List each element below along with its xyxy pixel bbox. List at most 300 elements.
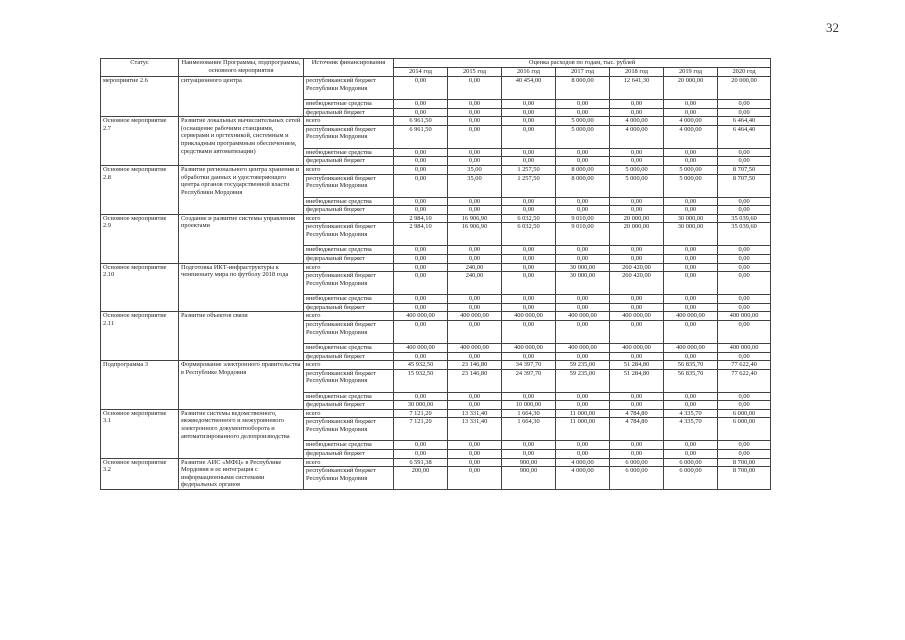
value-cell: 15 932,50	[394, 369, 448, 392]
name-cell: ситуационного центра	[179, 77, 304, 117]
value-cell: 400 000,00	[556, 343, 610, 352]
table-row	[101, 77, 771, 100]
source-cell: всего	[304, 312, 394, 321]
budget-table	[100, 58, 771, 490]
value-cell: 400 000,00	[394, 312, 448, 321]
value-cell: 0,00	[718, 450, 771, 459]
value-cell: 0,00	[610, 320, 664, 343]
value-cell: 34 397,70	[502, 361, 556, 370]
source-cell: республиканский бюджет Республики Мордовия	[304, 320, 394, 343]
value-cell: 35,00	[448, 165, 502, 174]
value-cell: 0,00	[502, 295, 556, 304]
value-cell: 4 784,80	[610, 409, 664, 418]
value-cell: 6 591,38	[394, 458, 448, 467]
value-cell: 0,00	[448, 246, 502, 255]
value-cell: 0,00	[664, 197, 718, 206]
value-cell: 900,00	[502, 467, 556, 490]
value-cell: 0,00	[502, 263, 556, 272]
value-cell: 0,00	[448, 108, 502, 117]
value-cell: 20 000,00	[718, 77, 771, 100]
value-cell: 0,00	[718, 108, 771, 117]
value-cell: 6 464,40	[718, 125, 771, 148]
value-cell: 0,00	[394, 77, 448, 100]
value-cell: 0,00	[664, 441, 718, 450]
value-cell: 2 984,10	[394, 223, 448, 246]
value-cell: 0,00	[610, 148, 664, 157]
header-year: 2017 год	[556, 68, 610, 77]
value-cell: 0,00	[718, 303, 771, 312]
value-cell: 5 000,00	[664, 174, 718, 197]
table-row	[101, 312, 771, 321]
value-cell: 0,00	[664, 303, 718, 312]
value-cell: 4 000,00	[610, 125, 664, 148]
value-cell: 0,00	[718, 246, 771, 255]
value-cell: 0,00	[502, 272, 556, 295]
value-cell: 5 000,00	[610, 174, 664, 197]
value-cell: 240,00	[448, 272, 502, 295]
source-cell: федеральный бюджет	[304, 450, 394, 459]
source-cell: внебюджетные средства	[304, 148, 394, 157]
value-cell: 0,00	[556, 197, 610, 206]
value-cell: 0,00	[502, 125, 556, 148]
source-cell: федеральный бюджет	[304, 108, 394, 117]
value-cell: 400 000,00	[664, 343, 718, 352]
source-cell: республиканский бюджет Республики Мордовия	[304, 272, 394, 295]
value-cell: 900,00	[502, 458, 556, 467]
value-cell: 0,00	[610, 254, 664, 263]
value-cell: 0,00	[448, 100, 502, 109]
value-cell: 0,00	[610, 100, 664, 109]
value-cell: 30 000,00	[556, 263, 610, 272]
value-cell: 0,00	[394, 157, 448, 166]
value-cell: 0,00	[448, 295, 502, 304]
value-cell: 0,00	[394, 100, 448, 109]
header-status: Статус	[101, 59, 179, 77]
header-name: Наименование Программы, подпрограммы, основного мероприятия	[179, 59, 304, 77]
value-cell: 0,00	[718, 197, 771, 206]
value-cell: 0,00	[556, 246, 610, 255]
value-cell: 0,00	[502, 108, 556, 117]
source-cell: внебюджетные средства	[304, 392, 394, 401]
value-cell: 8 000,00	[556, 77, 610, 100]
value-cell: 0,00	[502, 157, 556, 166]
value-cell: 0,00	[502, 100, 556, 109]
value-cell: 16 906,90	[448, 214, 502, 223]
source-cell: всего	[304, 263, 394, 272]
value-cell: 0,00	[664, 295, 718, 304]
value-cell: 6 000,00	[718, 409, 771, 418]
value-cell: 0,00	[448, 401, 502, 410]
value-cell: 0,00	[610, 303, 664, 312]
value-cell: 6 961,50	[394, 117, 448, 126]
value-cell: 0,00	[718, 441, 771, 450]
value-cell: 0,00	[448, 467, 502, 490]
value-cell: 0,00	[664, 108, 718, 117]
value-cell: 0,00	[394, 108, 448, 117]
value-cell: 6 032,50	[502, 223, 556, 246]
value-cell: 0,00	[664, 272, 718, 295]
header-year: 2016 год	[502, 68, 556, 77]
value-cell: 12 641,30	[610, 77, 664, 100]
source-cell: всего	[304, 361, 394, 370]
value-cell: 400 000,00	[502, 343, 556, 352]
value-cell: 0,00	[718, 401, 771, 410]
value-cell: 0,00	[556, 254, 610, 263]
value-cell: 0,00	[448, 77, 502, 100]
value-cell: 0,00	[556, 352, 610, 361]
value-cell: 77 622,40	[718, 369, 771, 392]
value-cell: 0,00	[718, 100, 771, 109]
value-cell: 11 000,00	[556, 409, 610, 418]
name-cell: Развитие системы ведомственного, межведомственного и межуровневого электронного документооборота и автоматизированного делопроизводства	[179, 409, 304, 458]
value-cell: 9 010,00	[556, 223, 610, 246]
value-cell: 0,00	[664, 148, 718, 157]
value-cell: 0,00	[610, 246, 664, 255]
value-cell: 0,00	[664, 263, 718, 272]
source-cell: федеральный бюджет	[304, 352, 394, 361]
source-cell: внебюджетные средства	[304, 246, 394, 255]
source-cell: внебюджетные средства	[304, 343, 394, 352]
value-cell: 5 000,00	[664, 165, 718, 174]
value-cell: 0,00	[394, 295, 448, 304]
value-cell: 30 000,00	[664, 223, 718, 246]
value-cell: 0,00	[502, 450, 556, 459]
value-cell: 0,00	[448, 197, 502, 206]
value-cell: 0,00	[448, 441, 502, 450]
value-cell: 400 000,00	[718, 312, 771, 321]
value-cell: 56 835,70	[664, 369, 718, 392]
status-cell: Основное мероприятие 3.2	[101, 458, 179, 490]
value-cell: 5 000,00	[610, 165, 664, 174]
value-cell: 24 397,70	[502, 369, 556, 392]
source-cell: внебюджетные средства	[304, 295, 394, 304]
value-cell: 7 121,20	[394, 409, 448, 418]
value-cell: 0,00	[502, 352, 556, 361]
value-cell: 0,00	[556, 401, 610, 410]
value-cell: 51 284,80	[610, 361, 664, 370]
value-cell: 400 000,00	[610, 312, 664, 321]
source-cell: республиканский бюджет Республики Мордовия	[304, 77, 394, 100]
value-cell: 4 000,00	[556, 467, 610, 490]
value-cell: 0,00	[448, 320, 502, 343]
source-cell: республиканский бюджет Республики Мордовия	[304, 174, 394, 197]
value-cell: 0,00	[718, 157, 771, 166]
value-cell: 0,00	[664, 401, 718, 410]
value-cell: 8 707,50	[718, 165, 771, 174]
value-cell: 35 039,60	[718, 223, 771, 246]
value-cell: 0,00	[448, 254, 502, 263]
value-cell: 0,00	[718, 206, 771, 215]
value-cell: 6 000,00	[610, 458, 664, 467]
header-year: 2015 год	[448, 68, 502, 77]
value-cell: 400 000,00	[448, 343, 502, 352]
value-cell: 0,00	[448, 303, 502, 312]
value-cell: 4 000,00	[556, 458, 610, 467]
status-cell: мероприятие 2.6	[101, 77, 179, 117]
value-cell: 240,00	[448, 263, 502, 272]
value-cell: 0,00	[502, 254, 556, 263]
value-cell: 0,00	[502, 320, 556, 343]
value-cell: 1 664,30	[502, 418, 556, 441]
value-cell: 8 707,50	[718, 174, 771, 197]
source-cell: республиканский бюджет Республики Мордовия	[304, 223, 394, 246]
value-cell: 5 000,00	[556, 125, 610, 148]
value-cell: 0,00	[556, 450, 610, 459]
value-cell: 0,00	[448, 392, 502, 401]
header-year: 2019 год	[664, 68, 718, 77]
value-cell: 59 235,00	[556, 369, 610, 392]
value-cell: 0,00	[448, 450, 502, 459]
value-cell: 6 000,00	[718, 418, 771, 441]
value-cell: 0,00	[394, 320, 448, 343]
value-cell: 40 454,00	[502, 77, 556, 100]
table-row	[101, 458, 771, 467]
source-cell: федеральный бюджет	[304, 303, 394, 312]
name-cell: Развитие регионального центра хранения и обработки данных и удостоверяющего центра органов государственной власти Республики Мордовия	[179, 165, 304, 214]
value-cell: 8 000,00	[556, 165, 610, 174]
value-cell: 0,00	[394, 450, 448, 459]
value-cell: 13 331,40	[448, 418, 502, 441]
value-cell: 0,00	[502, 148, 556, 157]
name-cell: Развитие локальных вычислительных сетей (оснащение рабочими станциями, серверами и оргтехникой, системным и прикладным программным обеспечением, средствами автоматизации)	[179, 117, 304, 166]
value-cell: 400 000,00	[448, 312, 502, 321]
name-cell: Развитие объектов связи	[179, 312, 304, 361]
value-cell: 0,00	[664, 254, 718, 263]
value-cell: 10 000,00	[502, 401, 556, 410]
value-cell: 0,00	[610, 450, 664, 459]
value-cell: 0,00	[556, 303, 610, 312]
value-cell: 20 000,00	[664, 77, 718, 100]
value-cell: 0,00	[394, 272, 448, 295]
status-cell: Основное мероприятие 2.9	[101, 214, 179, 263]
value-cell: 0,00	[610, 295, 664, 304]
table-row	[101, 214, 771, 223]
source-cell: всего	[304, 214, 394, 223]
value-cell: 0,00	[394, 246, 448, 255]
value-cell: 0,00	[610, 401, 664, 410]
value-cell: 0,00	[610, 441, 664, 450]
value-cell: 0,00	[718, 254, 771, 263]
value-cell: 0,00	[448, 148, 502, 157]
value-cell: 7 121,20	[394, 418, 448, 441]
value-cell: 8 700,00	[718, 467, 771, 490]
name-cell: Создание и развитие системы управления проектами	[179, 214, 304, 263]
value-cell: 6 032,50	[502, 214, 556, 223]
value-cell: 0,00	[394, 165, 448, 174]
value-cell: 0,00	[556, 441, 610, 450]
status-cell: Основное мероприятие 2.7	[101, 117, 179, 166]
header-year: 2018 год	[610, 68, 664, 77]
value-cell: 0,00	[448, 125, 502, 148]
value-cell: 400 000,00	[610, 343, 664, 352]
value-cell: 0,00	[502, 117, 556, 126]
value-cell: 0,00	[448, 352, 502, 361]
value-cell: 0,00	[610, 197, 664, 206]
value-cell: 0,00	[502, 392, 556, 401]
value-cell: 20 000,00	[610, 223, 664, 246]
value-cell: 6 464,40	[718, 117, 771, 126]
value-cell: 0,00	[448, 458, 502, 467]
value-cell: 260 420,00	[610, 272, 664, 295]
value-cell: 0,00	[610, 352, 664, 361]
name-cell: Развитие АИС «МФЦ» в Республике Мордовия и ее интеграция с информационными системами федеральных органов	[179, 458, 304, 490]
source-cell: внебюджетные средства	[304, 100, 394, 109]
header-sources: Источник финансирования	[304, 59, 394, 77]
value-cell: 0,00	[556, 100, 610, 109]
value-cell: 0,00	[610, 206, 664, 215]
value-cell: 8 000,00	[556, 174, 610, 197]
source-cell: федеральный бюджет	[304, 254, 394, 263]
value-cell: 0,00	[502, 206, 556, 215]
value-cell: 0,00	[556, 295, 610, 304]
value-cell: 0,00	[556, 148, 610, 157]
value-cell: 59 235,00	[556, 361, 610, 370]
value-cell: 1 257,50	[502, 174, 556, 197]
value-cell: 56 835,70	[664, 361, 718, 370]
value-cell: 0,00	[718, 272, 771, 295]
value-cell: 0,00	[718, 352, 771, 361]
value-cell: 0,00	[556, 206, 610, 215]
source-cell: внебюджетные средства	[304, 441, 394, 450]
value-cell: 30 000,00	[664, 214, 718, 223]
status-cell: Основное мероприятие 2.8	[101, 165, 179, 214]
value-cell: 20 000,00	[610, 214, 664, 223]
value-cell: 400 000,00	[664, 312, 718, 321]
value-cell: 0,00	[556, 157, 610, 166]
value-cell: 0,00	[664, 320, 718, 343]
source-cell: всего	[304, 117, 394, 126]
value-cell: 0,00	[664, 157, 718, 166]
value-cell: 5 000,00	[556, 117, 610, 126]
value-cell: 6 000,00	[610, 467, 664, 490]
source-cell: федеральный бюджет	[304, 157, 394, 166]
value-cell: 400 000,00	[394, 343, 448, 352]
status-cell: Подпрограмма 3	[101, 361, 179, 410]
value-cell: 2 984,10	[394, 214, 448, 223]
value-cell: 1 664,30	[502, 409, 556, 418]
value-cell: 1 257,50	[502, 165, 556, 174]
value-cell: 23 146,80	[448, 369, 502, 392]
value-cell: 200,00	[394, 467, 448, 490]
value-cell: 0,00	[448, 117, 502, 126]
value-cell: 4 000,00	[664, 117, 718, 126]
value-cell: 13 331,40	[448, 409, 502, 418]
page-number: 32	[826, 20, 839, 35]
value-cell: 0,00	[448, 206, 502, 215]
table-row	[101, 117, 771, 126]
value-cell: 16 906,90	[448, 223, 502, 246]
name-cell: Формирование электронного правительства в Республике Мордовия	[179, 361, 304, 410]
value-cell: 0,00	[610, 157, 664, 166]
value-cell: 0,00	[556, 392, 610, 401]
value-cell: 0,00	[664, 100, 718, 109]
value-cell: 260 420,00	[610, 263, 664, 272]
value-cell: 0,00	[502, 441, 556, 450]
table-body	[101, 77, 771, 490]
value-cell: 6 961,50	[394, 125, 448, 148]
value-cell: 11 000,00	[556, 418, 610, 441]
value-cell: 45 932,50	[394, 361, 448, 370]
value-cell: 0,00	[718, 295, 771, 304]
value-cell: 0,00	[502, 246, 556, 255]
value-cell: 0,00	[394, 197, 448, 206]
value-cell: 0,00	[556, 320, 610, 343]
value-cell: 6 000,00	[664, 458, 718, 467]
value-cell: 30 000,00	[394, 401, 448, 410]
table-row	[101, 165, 771, 174]
value-cell: 30 000,00	[556, 272, 610, 295]
value-cell: 0,00	[718, 320, 771, 343]
value-cell: 8 700,00	[718, 458, 771, 467]
name-cell: Подготовка ИКТ-инфраструктуры к чемпионату мира по футболу 2018 года	[179, 263, 304, 312]
source-cell: федеральный бюджет	[304, 206, 394, 215]
value-cell: 0,00	[610, 392, 664, 401]
value-cell: 35,00	[448, 174, 502, 197]
value-cell: 0,00	[664, 352, 718, 361]
value-cell: 0,00	[394, 206, 448, 215]
value-cell: 4 000,00	[664, 125, 718, 148]
table-row	[101, 263, 771, 272]
value-cell: 51 284,80	[610, 369, 664, 392]
value-cell: 0,00	[502, 303, 556, 312]
source-cell: федеральный бюджет	[304, 401, 394, 410]
value-cell: 0,00	[394, 441, 448, 450]
value-cell: 0,00	[502, 197, 556, 206]
source-cell: республиканский бюджет Республики Мордовия	[304, 125, 394, 148]
value-cell: 35 039,60	[718, 214, 771, 223]
value-cell: 23 146,80	[448, 361, 502, 370]
value-cell: 400 000,00	[718, 343, 771, 352]
source-cell: всего	[304, 458, 394, 467]
value-cell: 0,00	[394, 263, 448, 272]
header-year: 2020 год	[718, 68, 771, 77]
source-cell: внебюджетные средства	[304, 197, 394, 206]
source-cell: всего	[304, 165, 394, 174]
value-cell: 4 784,80	[610, 418, 664, 441]
value-cell: 0,00	[718, 392, 771, 401]
value-cell: 4 335,70	[664, 418, 718, 441]
header-estimate: Оценка расходов по годам, тыс. рублей	[394, 59, 771, 68]
source-cell: всего	[304, 409, 394, 418]
status-cell: Основное мероприятие 2.11	[101, 312, 179, 361]
value-cell: 77 622,40	[718, 361, 771, 370]
value-cell: 0,00	[718, 263, 771, 272]
value-cell: 0,00	[664, 392, 718, 401]
value-cell: 0,00	[664, 246, 718, 255]
value-cell: 0,00	[394, 352, 448, 361]
table-row	[101, 409, 771, 418]
value-cell: 0,00	[718, 148, 771, 157]
value-cell: 0,00	[394, 148, 448, 157]
value-cell: 0,00	[394, 303, 448, 312]
status-cell: Основное мероприятие 2.10	[101, 263, 179, 312]
value-cell: 400 000,00	[502, 312, 556, 321]
value-cell: 0,00	[610, 108, 664, 117]
value-cell: 0,00	[448, 157, 502, 166]
table-row	[101, 361, 771, 370]
source-cell: республиканский бюджет Республики Мордовия	[304, 418, 394, 441]
value-cell: 0,00	[556, 108, 610, 117]
status-cell: Основное мероприятие 3.1	[101, 409, 179, 458]
value-cell: 0,00	[664, 206, 718, 215]
value-cell: 4 000,00	[610, 117, 664, 126]
value-cell: 6 000,00	[664, 467, 718, 490]
value-cell: 0,00	[394, 254, 448, 263]
value-cell: 0,00	[394, 392, 448, 401]
value-cell: 400 000,00	[556, 312, 610, 321]
value-cell: 0,00	[394, 174, 448, 197]
source-cell: республиканский бюджет Республики Мордовия	[304, 467, 394, 490]
